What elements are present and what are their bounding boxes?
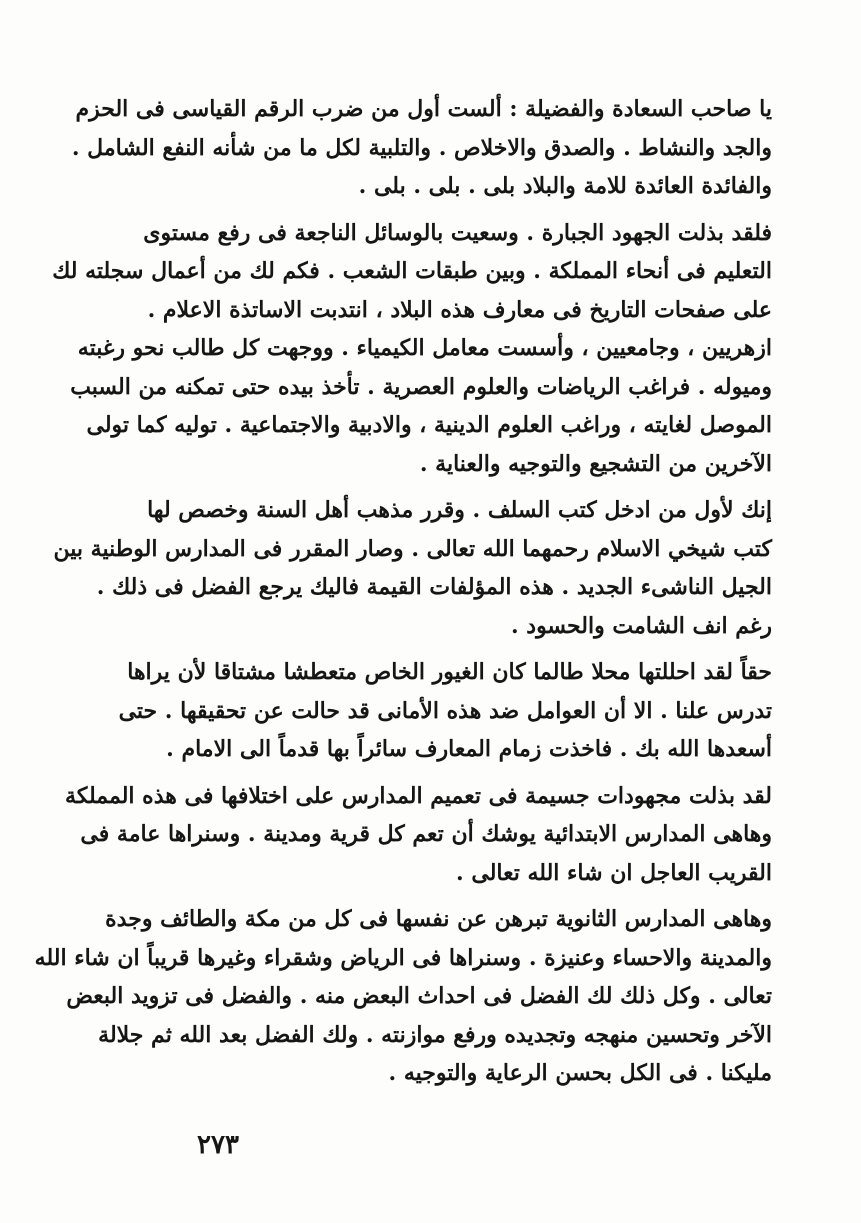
text-line: الموصل لغايته ، وراغب العلوم الدينية ، والادبية والاجتماعية . توليه كما تولى bbox=[86, 412, 772, 438]
text-line: تدرس علنا . الا أن العوامل ضد هذه الأمانى قد حالت عن تحقيقها . حتى bbox=[118, 697, 772, 724]
text-line: الجيل الناشىء الجديد . هذه المؤلفات القيمة فاليك يرجع الفضل فى ذلك . bbox=[96, 574, 772, 600]
text-line: مليكنا . فى الكل بحسن الرعاية والتوجيه . bbox=[388, 1060, 772, 1086]
text-line: فلقد بذلت الجهود الجبارة . وسعيت بالوسائل الناجعة فى رفع مستوى bbox=[143, 219, 772, 246]
page-number: ٢٧٣ bbox=[197, 1130, 239, 1160]
text-line: ازهريين ، وجامعيين ، وأسست معامل الكيمياء . ووجهت كل طالب نحو رغبته bbox=[77, 335, 772, 361]
text-line: القريب العاجل ان شاء الله تعالى . bbox=[456, 859, 772, 886]
paragraph-1 bbox=[71, 90, 772, 206]
text-line: وهاهى المدارس الابتدائية يوشك أن تعم كل قرية ومدينة . وسنراها عامة فى bbox=[80, 821, 772, 847]
paragraph-4 bbox=[112, 653, 772, 769]
text-line: كتب شيخي الاسلام رحمهما الله تعالى . وصار المقرر فى المدارس الوطنية بين bbox=[53, 535, 772, 562]
text-line: وميوله . فراغب الرياضات والعلوم العصرية . تأخذ بيده حتى تمكنه من السبب bbox=[70, 373, 772, 400]
text-line: الآخرين من التشجيع والتوجيه والعناية . bbox=[419, 450, 772, 477]
text-line: يا صاحب السعادة والفضيلة : ألست أول من ضرب الرقم القياسى فى الحزم bbox=[75, 96, 772, 122]
text-line: التعليم فى أنحاء المملكة . وبين طبقات الشعب . فكم لك من أعمال سجلته لك bbox=[52, 258, 772, 284]
text-line: والمدينة والاحساء وعنيزة . وسنراها فى الرياض وشقراء وغيرها قريباً ان شاء الله bbox=[34, 944, 772, 971]
text-line: أسعدها الله بك . فاخذت زمام المعارف سائراً بها قدماً الى الامام . bbox=[166, 736, 772, 762]
text-line: والجد والنشاط . والصدق والاخلاص . والتلبية لكل ما من شأنه النفع الشامل . bbox=[71, 134, 772, 161]
text-line: لقد بذلت مجهودات جسيمة فى تعميم المدارس على اختلافها فى هذه المملكة bbox=[65, 782, 772, 809]
text-line: إنك لأول من ادخل كتب السلف . وقرر مذهب أهل السنة وخصص لها bbox=[147, 497, 772, 523]
paragraph-2 bbox=[52, 214, 772, 484]
text-line: على صفحات التاريخ فى معارف هذه البلاد ، انتدبت الاساتذة الاعلام . bbox=[147, 296, 772, 323]
body-text bbox=[34, 90, 772, 1093]
text-line: حقاً لقد احللتها محلا طالما كان الغيور الخاص متعطشا مشتاقا لأن يراها bbox=[127, 659, 772, 685]
text-line: رغم انف الشامت والحسود . bbox=[510, 612, 772, 639]
paragraph-6 bbox=[34, 900, 772, 1093]
text-line: تعالى . وكل ذلك لك الفضل فى احداث البعض منه . والفضل فى تزويد البعض bbox=[66, 983, 772, 1009]
text-line: الآخر وتحسين منهجه وتجديده ورفع موازنته . ولك الفضل بعد الله ثم جلالة bbox=[98, 1021, 772, 1048]
text-line: وهاهى المدارس الثانوية تبرهن عن نفسها فى كل من مكة والطائف وجدة bbox=[105, 906, 772, 932]
paragraph-5 bbox=[65, 777, 772, 893]
paragraph-3 bbox=[53, 491, 772, 645]
text-line: والفائدة العائدة للامة والبلاد بلى . بلى . بلى . bbox=[358, 173, 772, 199]
